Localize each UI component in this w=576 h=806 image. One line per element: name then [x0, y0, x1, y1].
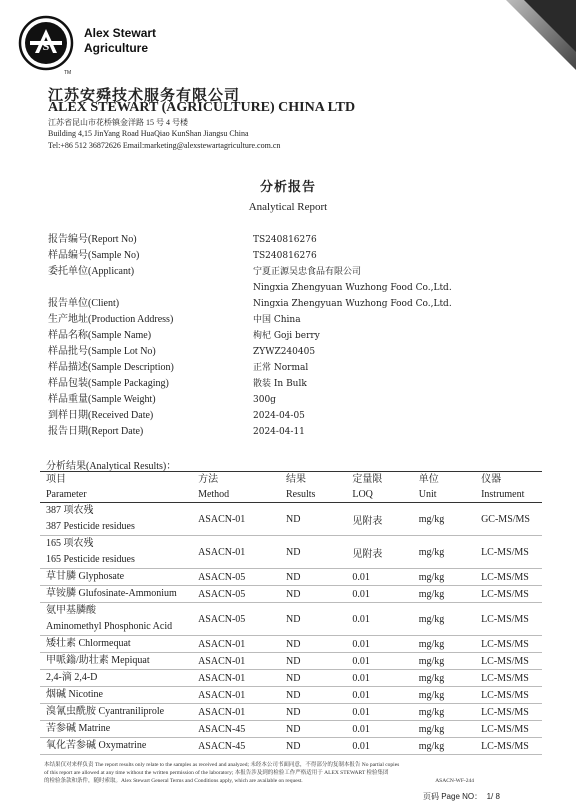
method-cell: ASACN-45 [196, 721, 284, 738]
method-cell: ASACN-05 [196, 603, 284, 636]
header-cell: Unit [417, 487, 479, 503]
parameter-name: 烟碱 Nicotine [46, 689, 103, 700]
parameter-name: 甲哌鎓/助壮素 Mepiquat [46, 655, 150, 666]
parameter-name-en: 165 Pesticide residues [46, 554, 135, 565]
info-value: Ningxia Zhengyuan Wuzhong Food Co.,Ltd. [253, 283, 452, 293]
info-label: 样品编号(Sample No) [48, 250, 140, 261]
info-value: 2024-04-05 [253, 411, 305, 421]
parameter-cell [40, 687, 196, 704]
table-row [40, 603, 542, 636]
header-cell: 仪器 [479, 472, 542, 488]
info-label: 样品描述(Sample Description) [48, 362, 174, 373]
page-label: 页码 Page NO： [423, 792, 483, 801]
header-cell: Parameter [40, 487, 196, 503]
loq-cell: 0.01 [350, 670, 416, 687]
result-cell: ND [284, 704, 350, 721]
disclaimer [44, 761, 534, 785]
company-name-cn: 江苏安舜技术服务有限公司 [48, 88, 241, 104]
address-en: Building 4,15 JinYang Road HuaQiao KunShan Jiangsu China [48, 129, 249, 138]
info-value: Ningxia Zhengyuan Wuzhong Food Co.,Ltd. [253, 299, 452, 309]
parameter-cell [40, 586, 196, 603]
unit-cell: mg/kg [417, 687, 479, 704]
loq-cell: 0.01 [350, 687, 416, 704]
parameter-cell [40, 536, 196, 569]
loq-cell: 0.01 [350, 653, 416, 670]
report-title-en: Analytical Report [248, 201, 328, 213]
instrument-cell: LC-MS/MS [479, 653, 542, 670]
page-value: 1/ 8 [486, 792, 500, 801]
header-cell: 方法 [196, 472, 284, 488]
svg-text:S: S [42, 39, 50, 53]
instrument-cell: LC-MS/MS [479, 670, 542, 687]
method-cell: ASACN-05 [196, 569, 284, 586]
method-cell: ASACN-05 [196, 586, 284, 603]
info-value: 300g [253, 395, 276, 405]
parameter-name: 2,4-滴 2,4-D [46, 672, 98, 683]
parameter-name: 氧化苦参碱 Oxymatrine [46, 740, 147, 751]
unit-cell: mg/kg [417, 586, 479, 603]
table-header-en [40, 487, 542, 503]
report-title-cn: 分析报告 [259, 179, 316, 194]
instrument-cell: LC-MS/MS [479, 569, 542, 586]
unit-cell: mg/kg [417, 738, 479, 755]
instrument-cell: LC-MS/MS [479, 721, 542, 738]
result-cell: ND [284, 586, 350, 603]
result-cell: ND [284, 738, 350, 755]
method-cell: ASACN-01 [196, 636, 284, 653]
form-code: ASACN-WF-244 [435, 778, 474, 784]
parameter-cell [40, 636, 196, 653]
header-cell: Instrument [479, 487, 542, 503]
parameter-cell [40, 704, 196, 721]
loq-cell: 见附表 [350, 536, 416, 569]
instrument-cell: LC-MS/MS [479, 687, 542, 704]
disclaimer-line-3 [44, 777, 534, 785]
result-cell: ND [284, 536, 350, 569]
info-value: TS240816276 [253, 251, 317, 261]
parameter-name-en: 387 Pesticide residues [46, 521, 135, 532]
parameter-name: 氨甲基膦酸 [46, 605, 96, 616]
unit-cell: mg/kg [417, 569, 479, 586]
instrument-cell: LC-MS/MS [479, 586, 542, 603]
unit-cell: mg/kg [417, 636, 479, 653]
table-row [40, 569, 542, 586]
info-value: ZYWZ240405 [253, 347, 316, 357]
parameter-cell [40, 569, 196, 586]
info-label: 样品批号(Sample Lot No) [48, 346, 156, 357]
unit-cell: mg/kg [417, 653, 479, 670]
info-label: 委托单位(Applicant) [48, 266, 135, 277]
parameter-cell [40, 738, 196, 755]
company-logo [18, 15, 74, 71]
parameter-name: 矮壮素 Chlormequat [46, 638, 131, 649]
info-label: 报告编号(Report No) [48, 234, 137, 245]
parameter-name: 溴氰虫酰胺 Cyantraniliprole [46, 706, 165, 717]
parameter-name: 165 项农残 [46, 538, 94, 549]
unit-cell: mg/kg [417, 536, 479, 569]
result-cell: ND [284, 636, 350, 653]
header-cell: 单位 [417, 472, 479, 488]
table-row [40, 738, 542, 755]
info-label: 报告日期(Report Date) [48, 426, 144, 437]
table-row [40, 653, 542, 670]
unit-cell: mg/kg [417, 503, 479, 536]
loq-cell: 0.01 [350, 738, 416, 755]
info-value: 2024-04-11 [253, 427, 305, 437]
corner-triangle-icon [506, 0, 576, 70]
loq-cell: 0.01 [350, 721, 416, 738]
contact-info: Tel:+86 512 36872626 Email:marketing@alexstewartagriculture.com.cn [48, 141, 281, 150]
instrument-cell: LC-MS/MS [479, 704, 542, 721]
header-cell: 定量限 [350, 472, 416, 488]
info-value: TS240816276 [253, 235, 317, 245]
parameter-cell [40, 503, 196, 536]
header-cell: LOQ [350, 487, 416, 503]
table-row [40, 687, 542, 704]
brand-line-2: Agriculture [84, 41, 149, 55]
result-cell: ND [284, 653, 350, 670]
unit-cell: mg/kg [417, 670, 479, 687]
result-cell: ND [284, 603, 350, 636]
parameter-name: 草甘膦 Glyphosate [46, 571, 125, 582]
unit-cell: mg/kg [417, 721, 479, 738]
parameter-name: 苦参碱 Matrine [46, 723, 111, 734]
disclaimer-line-2: of this report are allowed at any time without the written permission of the laboratory; 本报告涉及到的检验工作严格适用于 ALEX STEWART 检验集团 [44, 770, 389, 776]
instrument-cell: LC-MS/MS [479, 636, 542, 653]
disclaimer-line-1: 本结果仅对来样负责 The report results only relate to the samples as received and analyzed; 未经本公司书面同意，不得部分的复制本报告 No partial copies [44, 762, 400, 768]
info-value: 枸杞 Goji berry [253, 331, 320, 341]
instrument-cell: GC-MS/MS [479, 503, 542, 536]
info-value: 中国 China [253, 315, 301, 325]
result-cell: ND [284, 569, 350, 586]
loq-cell: 0.01 [350, 569, 416, 586]
table-row [40, 503, 542, 536]
info-value: 宁夏正源吴忠食品有限公司 [253, 267, 362, 277]
header-cell: 结果 [284, 472, 350, 488]
loq-cell: 0.01 [350, 704, 416, 721]
brand-name [84, 26, 156, 56]
results-caption: 分析结果(Analytical Results)： [46, 461, 177, 472]
table-row [40, 636, 542, 653]
table-row [40, 670, 542, 687]
table-header-cn [40, 472, 542, 488]
method-cell: ASACN-01 [196, 536, 284, 569]
results-table [40, 471, 542, 755]
method-cell: ASACN-01 [196, 653, 284, 670]
info-value: 正常 Normal [253, 363, 309, 373]
header-cell: Results [284, 487, 350, 503]
parameter-name: 387 项农残 [46, 505, 94, 516]
instrument-cell: LC-MS/MS [479, 536, 542, 569]
method-cell: ASACN-01 [196, 670, 284, 687]
page-number [423, 791, 500, 802]
header-cell: Method [196, 487, 284, 503]
loq-cell: 0.01 [350, 586, 416, 603]
instrument-cell: LC-MS/MS [479, 738, 542, 755]
header-cell: 项目 [40, 472, 196, 488]
brand-line-1: Alex Stewart [84, 26, 157, 40]
info-label: 生产地址(Production Address) [48, 314, 174, 325]
parameter-cell [40, 670, 196, 687]
info-label: 样品包装(Sample Packaging) [48, 378, 169, 389]
instrument-cell: LC-MS/MS [479, 603, 542, 636]
loq-cell: 见附表 [350, 503, 416, 536]
parameter-cell [40, 653, 196, 670]
table-row [40, 721, 542, 738]
unit-cell: mg/kg [417, 704, 479, 721]
info-value: 散装 In Bulk [253, 379, 307, 389]
table-row [40, 586, 542, 603]
info-label: 样品名称(Sample Name) [48, 330, 152, 341]
loq-cell: 0.01 [350, 603, 416, 636]
method-cell: ASACN-01 [196, 704, 284, 721]
parameter-cell [40, 603, 196, 636]
unit-cell: mg/kg [417, 603, 479, 636]
info-label: 报告单位(Client) [48, 298, 120, 309]
parameter-cell [40, 721, 196, 738]
method-cell: ASACN-45 [196, 738, 284, 755]
parameter-name: 草铵膦 Glufosinate-Ammonium [46, 588, 177, 599]
info-label: 到样日期(Received Date) [48, 410, 154, 421]
table-row [40, 704, 542, 721]
trademark: TM [64, 70, 72, 76]
result-cell: ND [284, 687, 350, 704]
parameter-name-en: Aminomethyl Phosphonic Acid [46, 621, 173, 632]
company-name-en: ALEX STEWART (AGRICULTURE) CHINA LTD [48, 100, 356, 115]
disclaimer-text: 的检验条款和条件，随时索取。Alex Stewart General Terms and Conditions apply, which are available on request. [44, 778, 303, 784]
method-cell: ASACN-01 [196, 503, 284, 536]
method-cell: ASACN-01 [196, 687, 284, 704]
info-label: 样品重量(Sample Weight) [48, 394, 156, 405]
result-cell: ND [284, 503, 350, 536]
result-cell: ND [284, 721, 350, 738]
result-cell: ND [284, 670, 350, 687]
address-cn: 江苏省昆山市花桥镇金洋路 15 号 4 号楼 [48, 118, 188, 127]
results-body [40, 503, 542, 755]
loq-cell: 0.01 [350, 636, 416, 653]
table-row [40, 536, 542, 569]
